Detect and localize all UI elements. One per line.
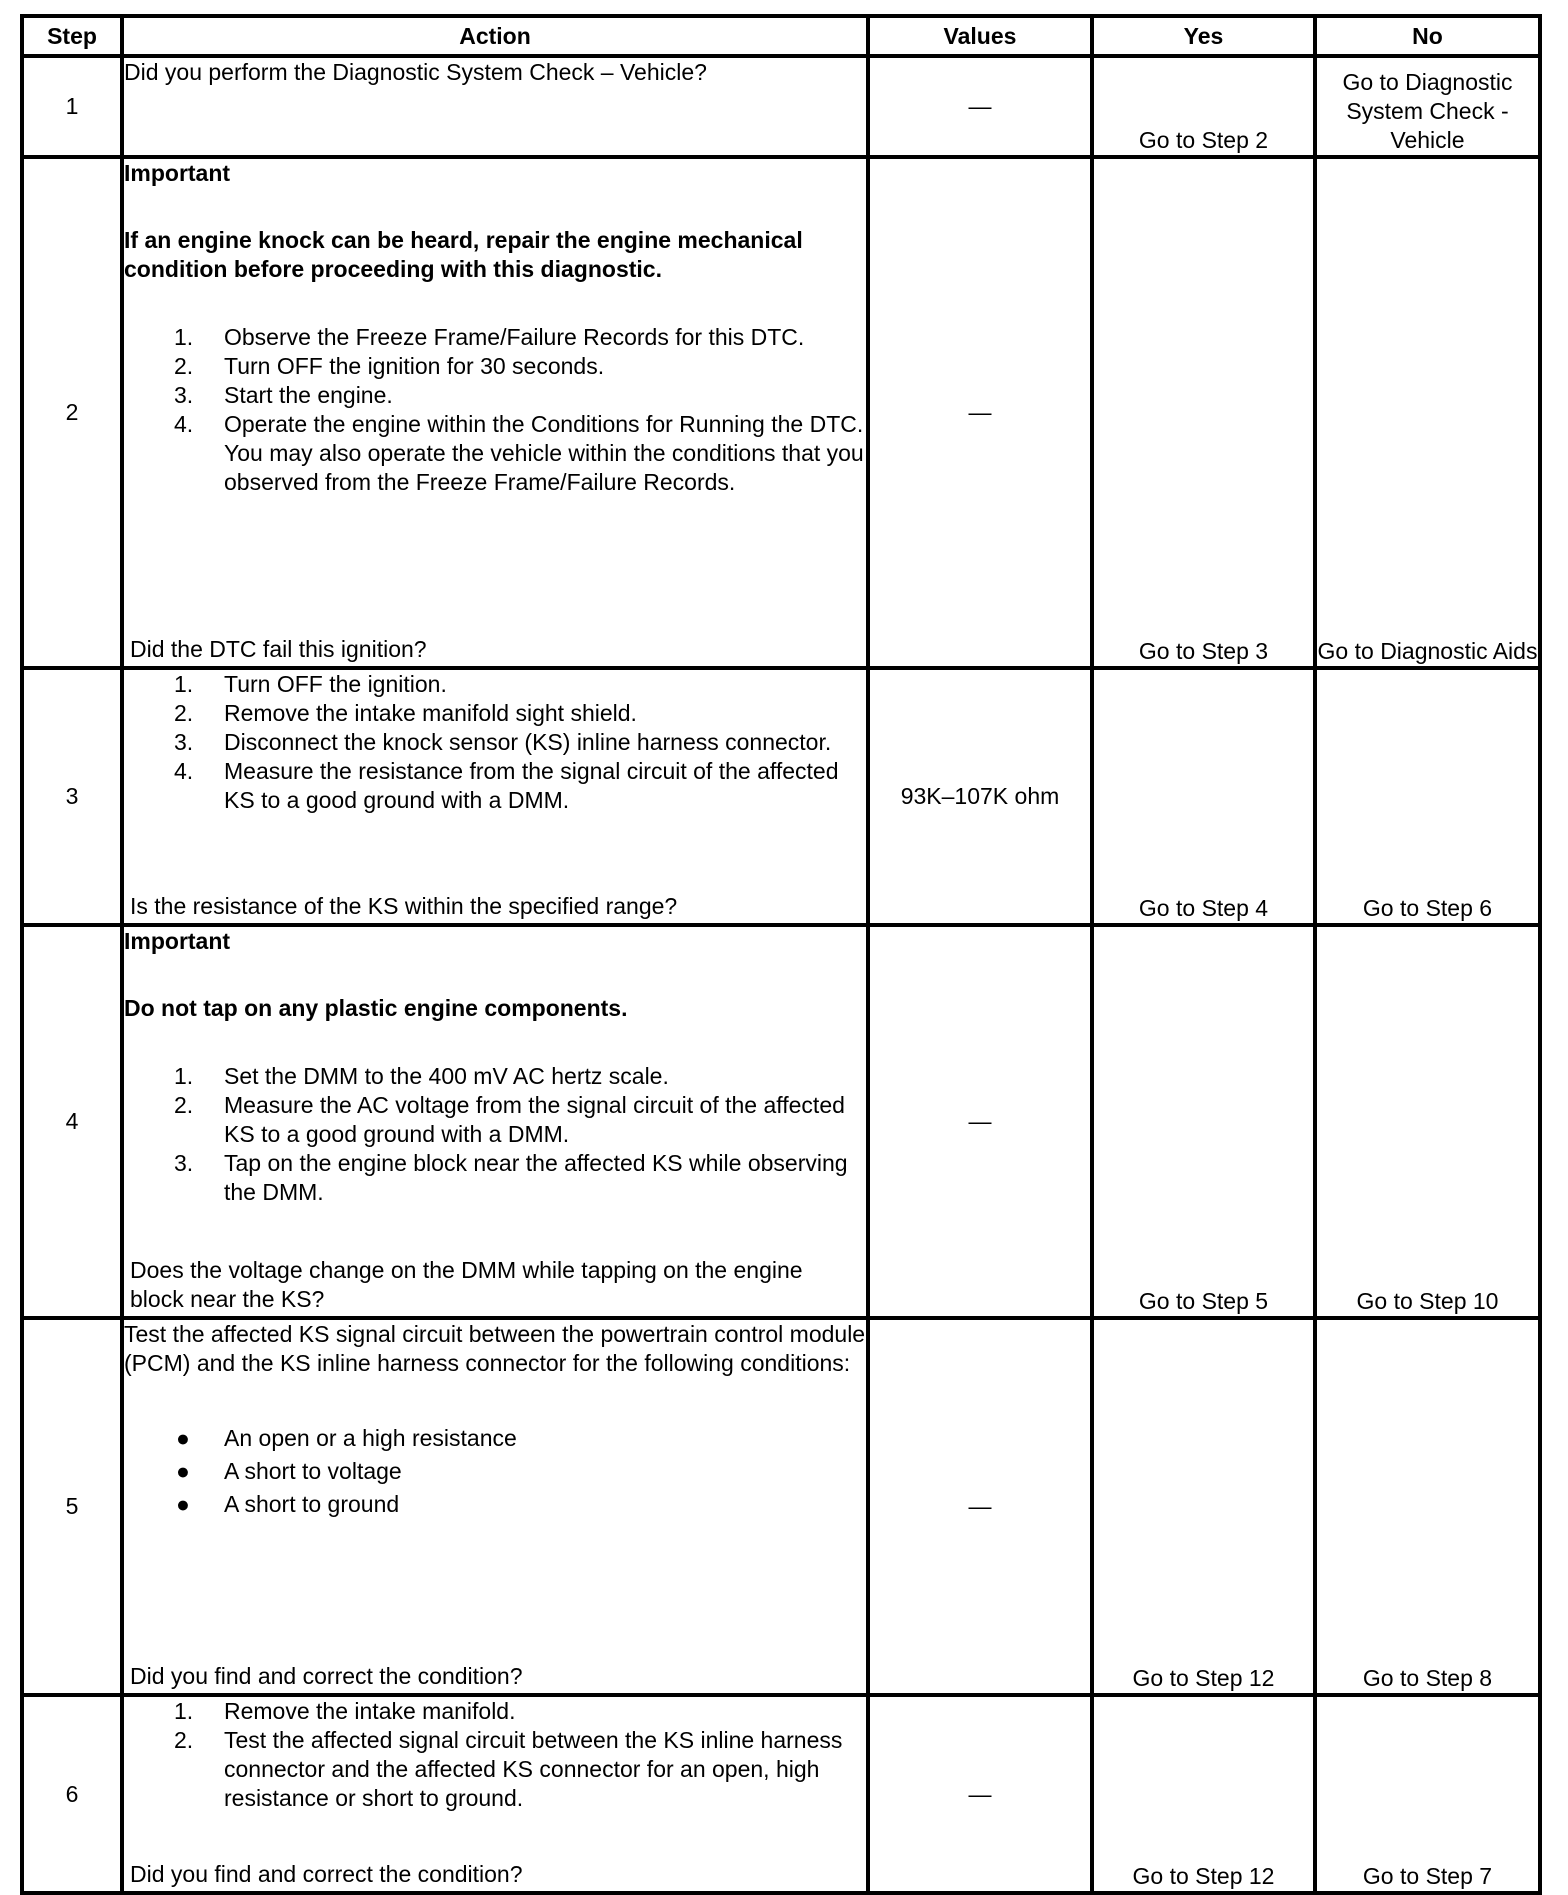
procedure-list — [124, 1062, 866, 1207]
procedure-item: 3. Tap on the engine block near the affected KS while observing the DMM. — [174, 1150, 848, 1205]
action-question: Is the resistance of the KS within the specified range? — [130, 893, 678, 919]
no-cell: Go to Diagnostic System Check - Vehicle — [1315, 56, 1540, 157]
yes-cell: Go to Step 12 — [1092, 1695, 1315, 1893]
step-number: 5 — [22, 1318, 122, 1695]
table-row — [22, 56, 1540, 157]
action-cell — [122, 157, 868, 668]
procedure-item: 4. Measure the resistance from the signal circuit of the affected KS to a good ground with a DMM. — [174, 758, 839, 813]
important-heading: Important — [124, 160, 231, 186]
step-number: 4 — [22, 925, 122, 1318]
action-question: Did you find and correct the condition? — [130, 1663, 523, 1689]
procedure-item: 1. Remove the intake manifold. — [174, 1698, 516, 1724]
yes-cell: Go to Step 2 — [1092, 56, 1315, 157]
procedure-item: 2. Remove the intake manifold sight shield. — [174, 700, 637, 726]
procedure-item: 2. Measure the AC voltage from the signal circuit of the affected KS to a good ground with a DMM. — [174, 1092, 845, 1147]
table-row — [22, 157, 1540, 668]
step-number: 6 — [22, 1695, 122, 1893]
table-row — [22, 925, 1540, 1318]
yes-cell: Go to Step 4 — [1092, 668, 1315, 925]
condition-item: ● An open or a high resistance — [176, 1425, 517, 1451]
action-question: Did the DTC fail this ignition? — [130, 636, 427, 662]
header-row — [22, 16, 1540, 56]
table-row — [22, 668, 1540, 925]
procedure-item: 1. Turn OFF the ignition. — [174, 671, 447, 697]
procedure-item: 4. Operate the engine within the Conditions for Running the DTC. You may also operate the vehicle within the conditions that you observed from the Freeze Frame/Failure Records. — [174, 411, 864, 495]
procedure-item: 2. Turn OFF the ignition for 30 seconds. — [174, 353, 605, 379]
no-cell: Go to Step 8 — [1315, 1318, 1540, 1695]
important-heading: Important — [124, 928, 231, 954]
no-cell: Go to Diagnostic Aids — [1315, 157, 1540, 668]
important-text: Do not tap on any plastic engine components. — [124, 995, 628, 1021]
values-cell: — — [868, 925, 1092, 1318]
no-cell: Go to Step 7 — [1315, 1695, 1540, 1893]
no-cell: Go to Step 10 — [1315, 925, 1540, 1318]
procedure-item: 1. Set the DMM to the 400 mV AC hertz scale. — [174, 1063, 669, 1089]
important-text: If an engine knock can be heard, repair the engine mechanical condition before proceeding with this diagnostic. — [124, 227, 803, 282]
action-cell — [122, 925, 868, 1318]
table-row — [22, 1695, 1540, 1893]
procedure-item: 3. Start the engine. — [174, 382, 393, 408]
action-question: Does the voltage change on the DMM while tapping on the engine block near the KS? — [130, 1257, 803, 1312]
condition-list — [124, 1422, 866, 1521]
header-action: Action — [122, 16, 868, 56]
step-number: 2 — [22, 157, 122, 668]
values-cell: — — [868, 1318, 1092, 1695]
step-number: 3 — [22, 668, 122, 925]
yes-cell: Go to Step 12 — [1092, 1318, 1315, 1695]
action-intro: Did you perform the Diagnostic System Check – Vehicle? — [124, 59, 707, 85]
action-cell — [122, 56, 868, 157]
diagnostic-table — [20, 14, 1542, 1895]
action-question: Did you find and correct the condition? — [130, 1861, 523, 1887]
procedure-item: 3. Disconnect the knock sensor (KS) inline harness connector. — [174, 729, 832, 755]
no-cell: Go to Step 6 — [1315, 668, 1540, 925]
header-no: No — [1315, 16, 1540, 56]
procedure-list — [124, 670, 866, 815]
procedure-list — [124, 323, 866, 497]
procedure-item: 2. Test the affected signal circuit between the KS inline harness connector and the affected KS connector for an open, high resistance or short to ground. — [174, 1727, 843, 1811]
header-values: Values — [868, 16, 1092, 56]
values-cell: 93K–107K ohm — [868, 668, 1092, 925]
yes-cell: Go to Step 5 — [1092, 925, 1315, 1318]
yes-cell: Go to Step 3 — [1092, 157, 1315, 668]
action-intro: Test the affected KS signal circuit between the powertrain control module (PCM) and the KS inline harness connector for the following conditions: — [124, 1321, 866, 1376]
action-cell — [122, 1318, 868, 1695]
values-cell: — — [868, 157, 1092, 668]
values-cell: — — [868, 56, 1092, 157]
procedure-item: 1. Observe the Freeze Frame/Failure Records for this DTC. — [174, 324, 805, 350]
step-number: 1 — [22, 56, 122, 157]
header-step: Step — [22, 16, 122, 56]
header-yes: Yes — [1092, 16, 1315, 56]
procedure-list — [124, 1697, 866, 1813]
values-cell: — — [868, 1695, 1092, 1893]
condition-item: ● A short to ground — [176, 1491, 400, 1517]
action-cell — [122, 1695, 868, 1893]
action-cell — [122, 668, 868, 925]
condition-item: ● A short to voltage — [176, 1458, 402, 1484]
table-row — [22, 1318, 1540, 1695]
